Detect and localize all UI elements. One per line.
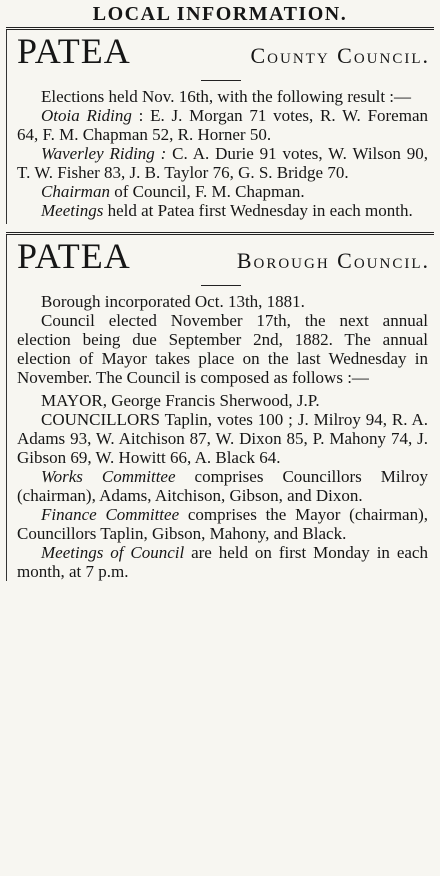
finance-text: comprises the Mayor (chairman), Councillors Taplin, Gibson, Mahony, and Black.: [17, 505, 428, 543]
county-heading-place: PATEA: [17, 31, 131, 71]
works-label: Works Committee: [41, 467, 176, 486]
otoia-label: Otoia Riding: [41, 106, 132, 125]
chairman-label: Chairman: [41, 182, 110, 201]
county-meetings: [17, 201, 428, 220]
county-elections: Elections held Nov. 16th, with the following result :—: [41, 87, 412, 106]
county-council-body: [7, 87, 434, 220]
borough-councillors: COUNCILLORS Taplin, votes 100 ; J. Milroy 94, R. A. Adams 93, W. Aitchison 87, W. Dixon 85, P. Mahony 74, J. Gibson 69, W. Howitt 66, A. Black 64.: [17, 410, 428, 467]
county-waverley: [17, 144, 428, 182]
borough-incorporated: Borough incorporated Oct. 13th, 1881.: [41, 292, 305, 311]
chairman-text: of Council, F. M. Chapman.: [109, 182, 305, 201]
borough-heading-place: PATEA: [17, 236, 131, 276]
borough-council-section: [6, 235, 434, 581]
masthead: LOCAL INFORMATION.: [92, 3, 348, 25]
finance-label: Finance Committee: [41, 505, 180, 524]
county-council-section: [6, 30, 434, 224]
county-otoia: [17, 106, 428, 144]
borough-council-heading: [7, 235, 434, 285]
borough-finance-committee: [17, 505, 428, 543]
county-council-heading: [7, 30, 434, 80]
otoia-text: : E. J. Morgan 71 votes, R. W. Foreman 64, F. M. Chapman 52, R. Horner 50.: [17, 106, 429, 144]
waverley-label: Waverley Riding :: [41, 144, 167, 163]
borough-heading-rule: [201, 285, 241, 286]
borough-meetings-text: are held on first Monday in each month, at 7 p.m.: [17, 543, 428, 581]
borough-council-body: [7, 292, 434, 581]
county-heading-title: County Council.: [250, 43, 430, 68]
waverley-text: C. A. Durie 91 votes, W. Wilson 90, T. W. Fisher 83, J. B. Taylor 76, G. S. Bridge 70.: [17, 144, 428, 182]
borough-meetings-label: Meetings of Council: [41, 543, 185, 562]
county-chairman: [17, 182, 428, 201]
borough-works-committee: [17, 467, 428, 505]
borough-heading-title: Borough Council.: [236, 248, 430, 273]
borough-mayor: MAYOR, George Francis Sherwood, J.P.: [41, 391, 320, 410]
county-meetings-label: Meetings: [41, 201, 104, 220]
county-heading-rule: [201, 80, 241, 81]
county-meetings-text: held at Patea first Wednesday in each month.: [103, 201, 413, 220]
borough-meetings: [17, 543, 428, 581]
borough-council-elected: Council elected November 17th, the next annual election being due September 2nd, 1882. The annual election of Mayor takes place on the last Wednesday in November. The Council is composed as follows :—: [17, 311, 428, 387]
works-text: comprises Councillors Milroy (chairman), Adams, Aitchison, Gibson, and Dixon.: [17, 467, 429, 505]
